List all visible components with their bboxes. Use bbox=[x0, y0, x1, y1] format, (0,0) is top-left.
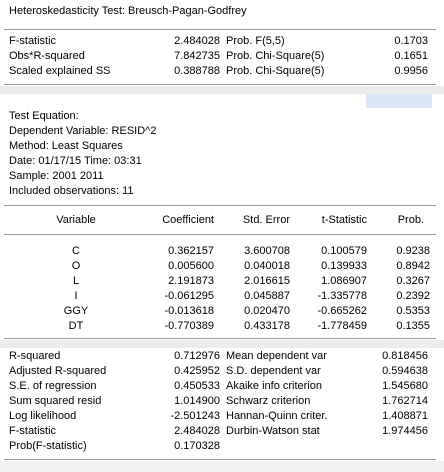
variable-name: I bbox=[74, 290, 78, 302]
test-title: Heteroskedasticity Test: Breusch-Pagan-Godfrey bbox=[9, 5, 247, 17]
bottom-band bbox=[0, 461, 444, 472]
summary-value: 2.484028 bbox=[174, 425, 220, 437]
t-statistic-value: -1.778459 bbox=[317, 320, 367, 332]
summary-value: 0.712976 bbox=[174, 350, 220, 362]
equation-info-line: Test Equation: bbox=[9, 110, 79, 122]
variable-name: GGY bbox=[63, 305, 89, 317]
stat-prob-label: Prob. F(5,5) bbox=[226, 35, 285, 47]
std-error-value: 0.040018 bbox=[244, 260, 290, 272]
column-header: Prob. bbox=[397, 214, 424, 226]
summary-label: Sum squared resid bbox=[9, 395, 102, 407]
summary-value: 1.545680 bbox=[382, 380, 428, 392]
stat-value: 2.484028 bbox=[174, 35, 220, 47]
stat-prob: 0.1703 bbox=[394, 35, 428, 47]
equation-info-line: Dependent Variable: RESID^2 bbox=[9, 125, 157, 137]
prob-value: 0.9238 bbox=[396, 245, 430, 257]
summary-value: 0.818456 bbox=[382, 350, 428, 362]
t-statistic-value: -0.665262 bbox=[317, 305, 367, 317]
spacer-band bbox=[0, 86, 444, 94]
summary-value: 1.974456 bbox=[382, 425, 428, 437]
summary-label: S.D. dependent var bbox=[226, 365, 321, 377]
std-error-value: 0.020470 bbox=[244, 305, 290, 317]
summary-value: 1.762714 bbox=[382, 395, 428, 407]
variable-name: DT bbox=[68, 320, 84, 332]
stat-name: Obs*R-squared bbox=[9, 50, 85, 62]
selection-highlight bbox=[366, 94, 432, 108]
equation-info-line: Date: 01/17/15 Time: 03:31 bbox=[9, 155, 142, 167]
summary-label: Durbin-Watson stat bbox=[226, 425, 320, 437]
coefficient-value: 2.191873 bbox=[168, 275, 214, 287]
prob-value: 0.5353 bbox=[396, 305, 430, 317]
variable-name: O bbox=[71, 260, 81, 272]
summary-label: Prob(F-statistic) bbox=[9, 440, 87, 452]
coefficient-value: 0.362157 bbox=[168, 245, 214, 257]
std-error-value: 3.600708 bbox=[244, 245, 290, 257]
divider bbox=[4, 338, 436, 339]
coefficient-value: -0.013618 bbox=[164, 305, 214, 317]
divider bbox=[4, 459, 436, 460]
column-header: Coefficient bbox=[162, 214, 214, 226]
summary-label: Adjusted R-squared bbox=[9, 365, 107, 377]
t-statistic-value: 0.139933 bbox=[321, 260, 367, 272]
std-error-value: 2.016615 bbox=[244, 275, 290, 287]
summary-value: -2.501243 bbox=[170, 410, 220, 422]
t-statistic-value: 1.086907 bbox=[321, 275, 367, 287]
summary-value: 0.594638 bbox=[382, 365, 428, 377]
summary-label: Hannan-Quinn criter. bbox=[226, 410, 328, 422]
variable-name: L bbox=[72, 275, 80, 287]
equation-info-line: Method: Least Squares bbox=[9, 140, 123, 152]
divider bbox=[4, 234, 436, 235]
std-error-value: 0.433178 bbox=[244, 320, 290, 332]
coefficient-value: 0.005600 bbox=[168, 260, 214, 272]
stat-prob: 0.9956 bbox=[394, 65, 428, 77]
coefficient-value: -0.061295 bbox=[164, 290, 214, 302]
stat-value: 0.388788 bbox=[174, 65, 220, 77]
equation-info-line: Included observations: 11 bbox=[9, 185, 134, 197]
equation-info-line: Sample: 2001 2011 bbox=[9, 170, 104, 182]
divider bbox=[4, 205, 436, 206]
stat-value: 7.842735 bbox=[174, 50, 220, 62]
prob-value: 0.1355 bbox=[396, 320, 430, 332]
divider bbox=[4, 84, 436, 85]
divider bbox=[4, 29, 436, 30]
prob-value: 0.2392 bbox=[396, 290, 430, 302]
summary-label: S.E. of regression bbox=[9, 380, 97, 392]
summary-label: R-squared bbox=[9, 350, 61, 362]
summary-label: Schwarz criterion bbox=[226, 395, 311, 407]
prob-value: 0.3267 bbox=[396, 275, 430, 287]
column-header: t-Statistic bbox=[321, 214, 367, 226]
stat-prob: 0.1651 bbox=[394, 50, 428, 62]
spacer-band bbox=[0, 340, 444, 348]
summary-label: Log likelihood bbox=[9, 410, 77, 422]
t-statistic-value: 0.100579 bbox=[321, 245, 367, 257]
stat-name: Scaled explained SS bbox=[9, 65, 111, 77]
summary-label: Akaike info criterion bbox=[226, 380, 322, 392]
coefficient-value: -0.770389 bbox=[164, 320, 214, 332]
stat-name: F-statistic bbox=[9, 35, 57, 47]
summary-value: 0.450533 bbox=[174, 380, 220, 392]
summary-value: 0.170328 bbox=[174, 440, 220, 452]
summary-value: 1.408871 bbox=[382, 410, 428, 422]
summary-label: Mean dependent var bbox=[226, 350, 327, 362]
summary-label: F-statistic bbox=[9, 425, 57, 437]
stat-prob-label: Prob. Chi-Square(5) bbox=[226, 65, 325, 77]
column-header: Variable bbox=[56, 214, 96, 226]
summary-value: 0.425952 bbox=[174, 365, 220, 377]
column-header: Std. Error bbox=[242, 214, 290, 226]
summary-value: 1.014900 bbox=[174, 395, 220, 407]
std-error-value: 0.045887 bbox=[244, 290, 290, 302]
prob-value: 0.8942 bbox=[396, 260, 430, 272]
stat-prob-label: Prob. Chi-Square(5) bbox=[226, 50, 325, 62]
t-statistic-value: -1.335778 bbox=[317, 290, 367, 302]
variable-name: C bbox=[72, 245, 80, 257]
